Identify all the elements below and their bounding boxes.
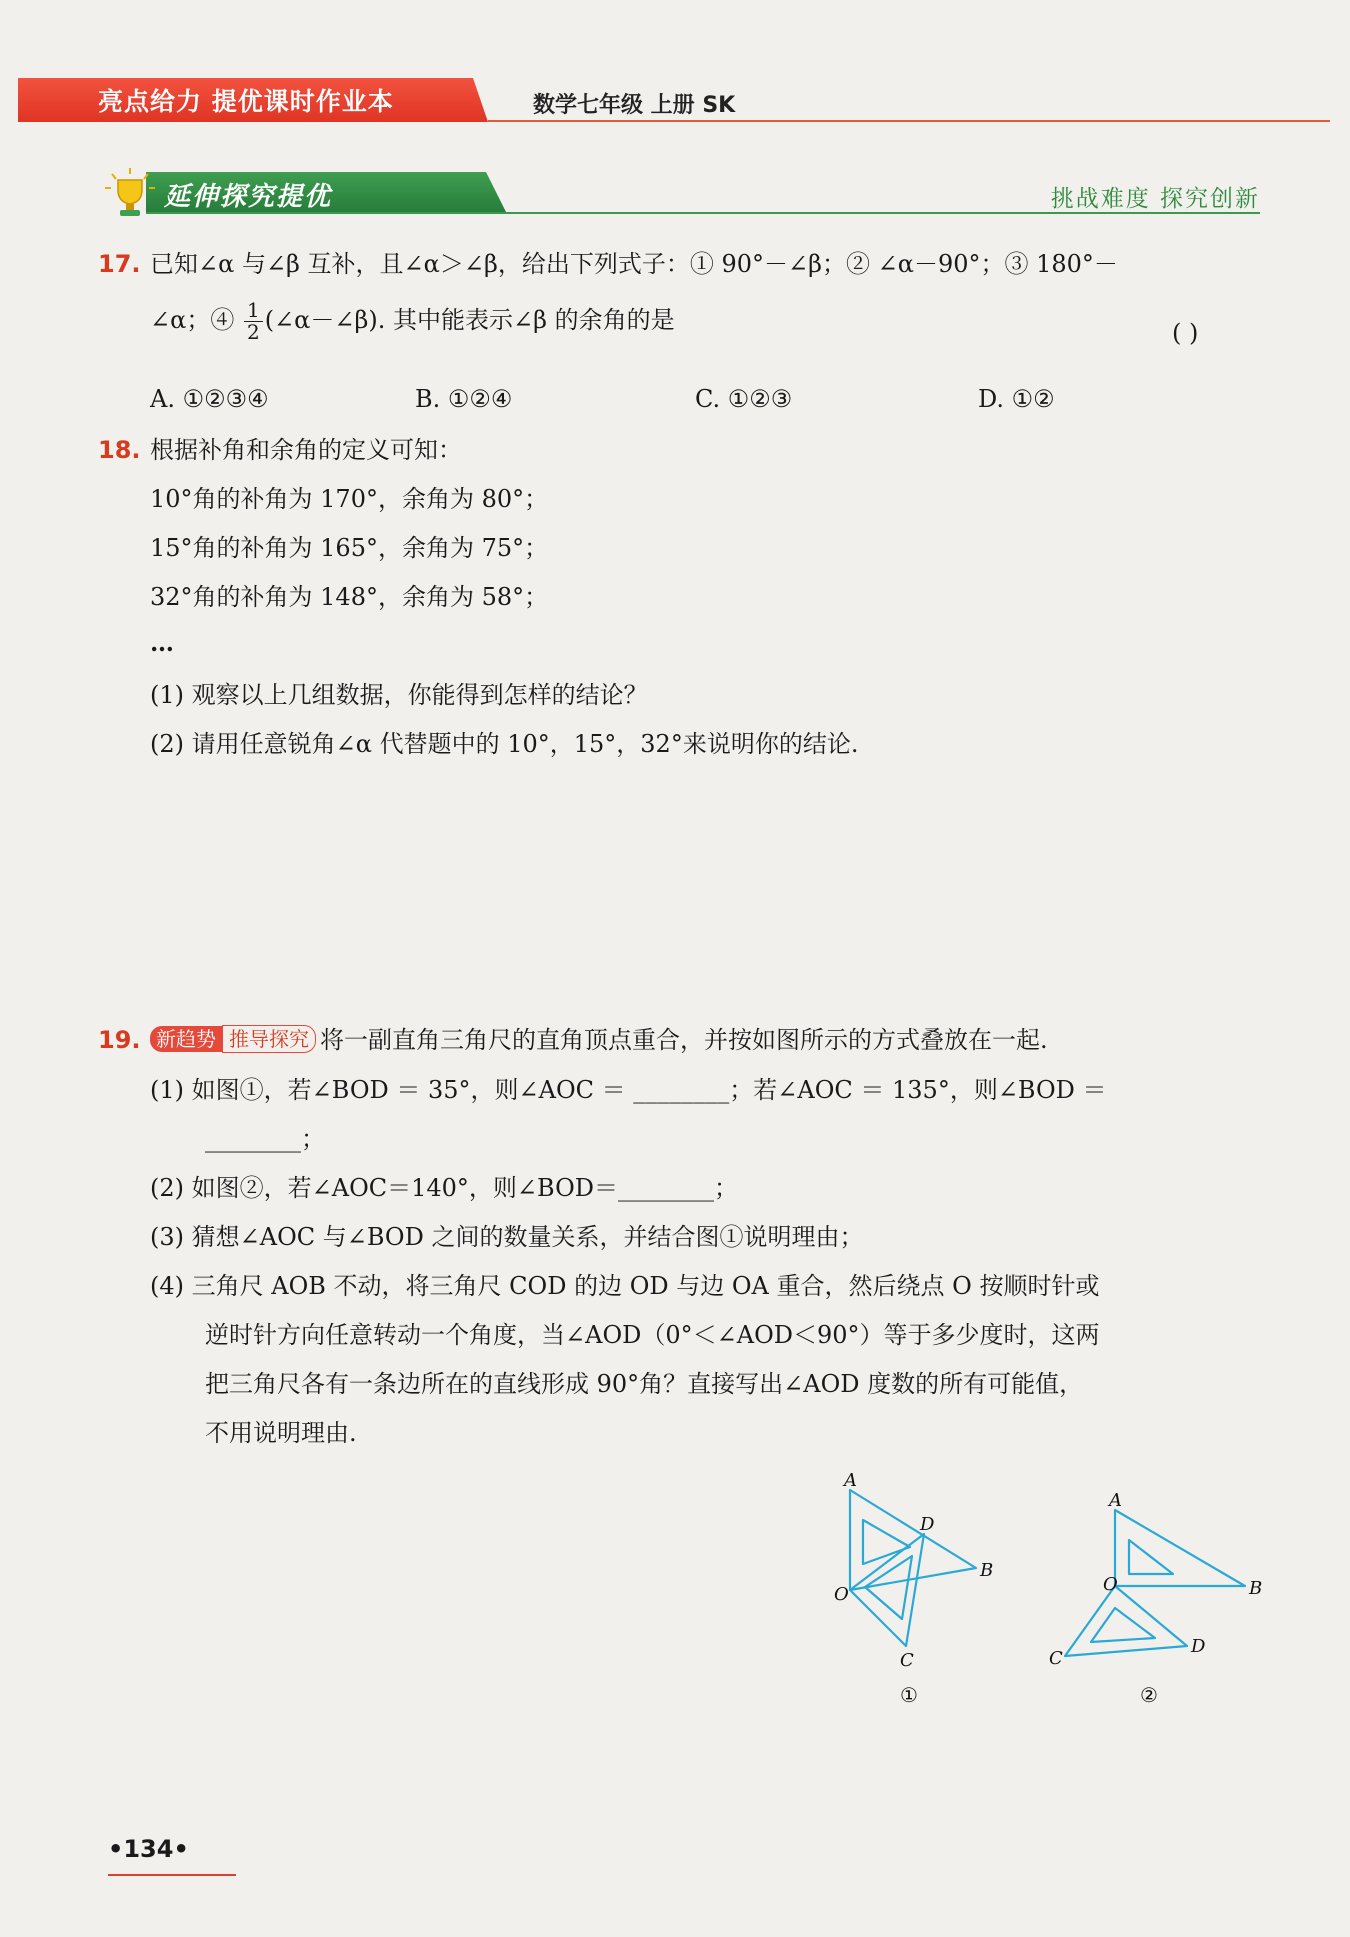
figure-1-caption: ①: [900, 1683, 918, 1707]
q19-part3: (3) 猜想∠AOC 与∠BOD 之间的数量关系，并结合图①说明理由；: [150, 1223, 864, 1251]
question-number-18: 18.: [98, 436, 141, 464]
q17-line1: 已知∠α 与∠β 互补，且∠α＞∠β，给出下列式子：① 90°－∠β；② ∠α－90°；③ 180°－: [150, 250, 1118, 278]
triangle-cod: [1065, 1586, 1187, 1656]
triangle-cod-inner: [1091, 1608, 1155, 1642]
triangle-cod-inner: [865, 1556, 912, 1619]
section-title: 延伸探究提优: [164, 182, 333, 212]
q18-line: 10°角的补角为 170°，余角为 80°；: [150, 485, 549, 513]
figure-2: [1045, 1490, 1275, 1720]
q17-line2: [150, 300, 675, 343]
series-title: 亮点给力 提优课时作业本: [98, 87, 394, 116]
label-b: B: [1249, 1578, 1263, 1599]
fraction-one-half: [244, 300, 263, 343]
q19-part4-line4: 不用说明理由.: [205, 1419, 357, 1447]
new-trend-badge: 新趋势: [150, 1026, 222, 1052]
label-a: A: [1109, 1490, 1122, 1511]
q19-part4: (4) 三角尺 AOB 不动，将三角尺 COD 的边 OD 与边 OA 重合，然后绕点 O 按顺时针或: [150, 1272, 1100, 1300]
fraction-numerator: 1: [244, 300, 263, 322]
figure-1: [820, 1470, 1020, 1720]
q17-line2-post: (∠α－∠β). 其中能表示∠β 的余角的是: [264, 306, 675, 334]
label-c: C: [900, 1650, 914, 1671]
q19-intro-text: 将一副直角三角尺的直角顶点重合，并按如图所示的方式叠放在一起.: [320, 1026, 1048, 1054]
q18-part1: (1) 观察以上几组数据，你能得到怎样的结论？: [150, 681, 648, 709]
q18-line: 15°角的补角为 165°，余角为 75°；: [150, 534, 549, 562]
triangle-cod: [850, 1534, 924, 1646]
q18-line: 32°角的补角为 148°，余角为 58°；: [150, 583, 549, 611]
label-o: O: [834, 1584, 849, 1605]
triangle-aob-inner: [1129, 1540, 1173, 1574]
section-rule: [146, 212, 1260, 214]
header-rule: [488, 120, 1330, 122]
section-tagline: 挑战难度 探究创新: [1050, 186, 1260, 212]
question-number-17: 17.: [98, 250, 141, 278]
choice-a: A. ①②③④: [150, 385, 269, 413]
q19-part2: (2) 如图②，若∠AOC＝140°，则∠BOD＝________；: [150, 1174, 739, 1202]
page-number-rule: [108, 1874, 236, 1876]
label-a: A: [844, 1470, 857, 1491]
derivation-badge: 推导探究: [222, 1025, 316, 1053]
choice-c: C. ①②③: [695, 385, 793, 413]
q19-part4-line2: 逆时针方向任意转动一个角度，当∠AOD（0°＜∠AOD＜90°）等于多少度时，这两: [205, 1321, 1100, 1349]
q19-part4-line3: 把三角尺各有一条边所在的直线形成 90°角？直接写出∠AOD 度数的所有可能值，: [205, 1370, 1084, 1398]
q17-line2-pre: ∠α；④: [150, 306, 242, 334]
label-d: D: [1191, 1636, 1206, 1657]
triangle-aob-inner: [863, 1520, 910, 1564]
question-number-19: 19.: [98, 1026, 141, 1054]
answer-bracket: ( ): [1172, 319, 1199, 347]
label-b: B: [980, 1560, 994, 1581]
q19-part1: (1) 如图①，若∠BOD ＝ 35°，则∠AOC ＝ ________；若∠AOC ＝ 135°，则∠BOD ＝: [150, 1076, 1107, 1104]
page-number: •134•: [108, 1835, 189, 1863]
label-o: O: [1103, 1574, 1118, 1595]
choice-b: B. ①②④: [415, 385, 513, 413]
q18-line: 根据补角和余角的定义可知：: [150, 436, 462, 464]
figure-2-caption: ②: [1140, 1683, 1158, 1707]
course-title: 数学七年级 上册 SK: [533, 93, 736, 118]
q18-part2: (2) 请用任意锐角∠α 代替题中的 10°，15°，32°来说明你的结论.: [150, 730, 859, 758]
page-header: [18, 72, 1330, 124]
q18-ellipsis: …: [150, 628, 174, 657]
fraction-denominator: 2: [246, 320, 260, 344]
label-c: C: [1049, 1648, 1063, 1669]
section-header: [96, 162, 1260, 222]
q19-intro: [150, 1025, 1048, 1056]
choice-d: D. ①②: [978, 385, 1055, 413]
label-d: D: [920, 1514, 935, 1535]
q19-part1-cont: ________；: [205, 1125, 325, 1153]
